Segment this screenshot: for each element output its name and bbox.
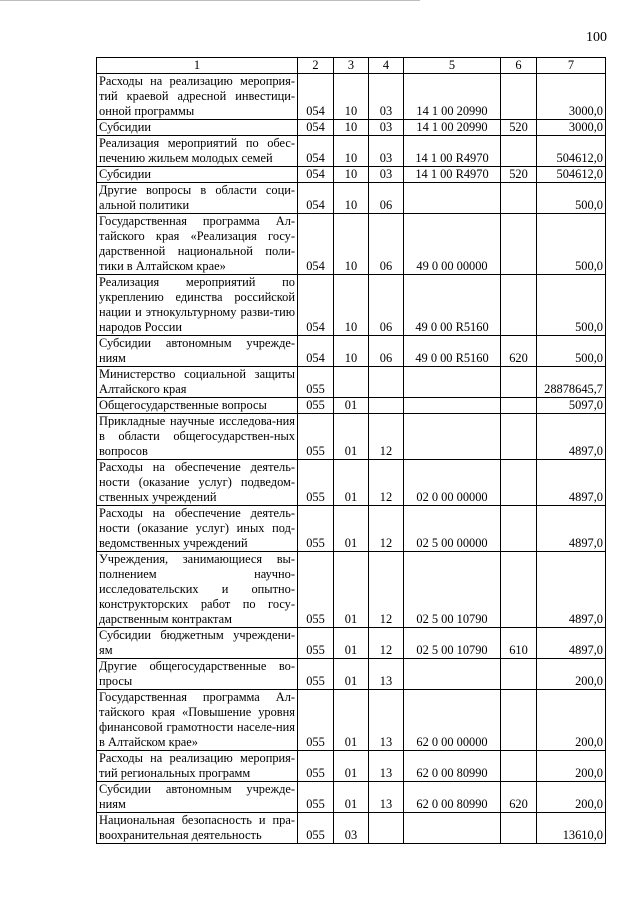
row-amount: 4897,0 — [537, 460, 606, 506]
row-target-article — [404, 659, 501, 690]
row-admin-code: 054 — [298, 336, 334, 367]
row-expense-type — [501, 659, 537, 690]
row-target-article: 14 1 00 R4970 — [404, 167, 501, 183]
row-subsection: 12 — [369, 506, 404, 552]
header-col-1: 1 — [97, 58, 298, 74]
row-expense-type — [501, 552, 537, 628]
row-subsection: 13 — [369, 751, 404, 782]
row-section: 10 — [334, 136, 369, 167]
table-row — [97, 367, 606, 398]
row-target-article: 02 5 00 10790 — [404, 552, 501, 628]
row-subsection: 12 — [369, 414, 404, 460]
row-amount: 500,0 — [537, 336, 606, 367]
table-row — [97, 751, 606, 782]
row-name: Другие вопросы в области соци-альной политики — [97, 183, 298, 214]
row-name: Другие общегосударственные во-просы — [97, 659, 298, 690]
row-subsection: 13 — [369, 782, 404, 813]
row-section: 10 — [334, 167, 369, 183]
row-section: 10 — [334, 336, 369, 367]
row-section — [334, 367, 369, 398]
row-section: 01 — [334, 690, 369, 751]
row-name: Субсидии бюджетным учреждени-ям — [97, 628, 298, 659]
row-name: Реализация мероприятий по укреплению единства российской нации и этнокультурному разви-тию народов России — [97, 275, 298, 336]
row-section: 10 — [334, 183, 369, 214]
row-target-article — [404, 813, 501, 844]
row-amount: 4897,0 — [537, 628, 606, 659]
row-expense-type — [501, 74, 537, 120]
row-amount: 500,0 — [537, 214, 606, 275]
row-name: Субсидии автономным учрежде-ниям — [97, 782, 298, 813]
table-row — [97, 183, 606, 214]
header-col-6: 6 — [501, 58, 537, 74]
row-section: 01 — [334, 751, 369, 782]
row-name: Реализация мероприятий по обес-печению жильем молодых семей — [97, 136, 298, 167]
row-amount: 4897,0 — [537, 414, 606, 460]
row-name: Расходы на обеспечение деятель-ности (оказание услуг) подведом-ственных учреждений — [97, 460, 298, 506]
row-expense-type — [501, 367, 537, 398]
row-subsection: 03 — [369, 120, 404, 136]
row-expense-type: 520 — [501, 167, 537, 183]
row-admin-code: 054 — [298, 275, 334, 336]
row-amount: 200,0 — [537, 751, 606, 782]
row-target-article: 02 5 00 00000 — [404, 506, 501, 552]
row-expense-type — [501, 275, 537, 336]
row-admin-code: 055 — [298, 414, 334, 460]
row-section: 01 — [334, 659, 369, 690]
table-row — [97, 460, 606, 506]
row-expense-type — [501, 813, 537, 844]
row-name: Прикладные научные исследова-ния в области общегосударствен-ных вопросов — [97, 414, 298, 460]
row-name: Министерство социальной защиты Алтайского края — [97, 367, 298, 398]
row-subsection: 12 — [369, 460, 404, 506]
header-col-3: 3 — [334, 58, 369, 74]
header-col-4: 4 — [369, 58, 404, 74]
row-target-article — [404, 414, 501, 460]
header-col-2: 2 — [298, 58, 334, 74]
row-target-article — [404, 183, 501, 214]
table-row — [97, 120, 606, 136]
row-amount: 3000,0 — [537, 120, 606, 136]
row-subsection: 13 — [369, 690, 404, 751]
table-row — [97, 690, 606, 751]
row-admin-code: 055 — [298, 367, 334, 398]
row-section: 10 — [334, 120, 369, 136]
row-target-article: 49 0 00 R5160 — [404, 275, 501, 336]
row-target-article: 14 1 00 R4970 — [404, 136, 501, 167]
row-subsection: 03 — [369, 167, 404, 183]
row-section: 03 — [334, 813, 369, 844]
row-target-article: 14 1 00 20990 — [404, 120, 501, 136]
row-name: Государственная программа Ал-тайского края «Реализация госу-дарственной национальной поли-тики в Алтайском крае» — [97, 214, 298, 275]
row-expense-type — [501, 460, 537, 506]
row-admin-code: 055 — [298, 628, 334, 659]
row-section: 01 — [334, 460, 369, 506]
row-admin-code: 055 — [298, 659, 334, 690]
row-subsection: 03 — [369, 136, 404, 167]
row-subsection: 12 — [369, 628, 404, 659]
row-name: Расходы на обеспечение деятель-ности (оказание услуг) иных под-ведомственных учреждений — [97, 506, 298, 552]
row-section: 01 — [334, 782, 369, 813]
row-admin-code: 055 — [298, 398, 334, 414]
table-row — [97, 552, 606, 628]
row-expense-type — [501, 398, 537, 414]
row-section: 01 — [334, 552, 369, 628]
row-admin-code: 055 — [298, 552, 334, 628]
row-admin-code: 055 — [298, 751, 334, 782]
row-admin-code: 054 — [298, 214, 334, 275]
row-name: Субсидии — [97, 167, 298, 183]
row-admin-code: 055 — [298, 460, 334, 506]
table-row — [97, 275, 606, 336]
row-admin-code: 055 — [298, 782, 334, 813]
header-row — [97, 58, 606, 74]
table-row — [97, 414, 606, 460]
row-expense-type: 520 — [501, 120, 537, 136]
row-name: Расходы на реализацию мероприя-тий региональных программ — [97, 751, 298, 782]
row-amount: 504612,0 — [537, 167, 606, 183]
row-section: 10 — [334, 275, 369, 336]
row-name: Государственная программа Ал-тайского края «Повышение уровня финансовой грамотности населе-ния в Алтайском крае» — [97, 690, 298, 751]
table-row — [97, 336, 606, 367]
row-admin-code: 055 — [298, 506, 334, 552]
row-section: 10 — [334, 74, 369, 120]
row-target-article: 62 0 00 80990 — [404, 782, 501, 813]
row-target-article: 02 0 00 00000 — [404, 460, 501, 506]
row-admin-code: 054 — [298, 183, 334, 214]
row-section: 01 — [334, 398, 369, 414]
row-amount: 200,0 — [537, 690, 606, 751]
table-row — [97, 628, 606, 659]
row-subsection: 13 — [369, 659, 404, 690]
table-row — [97, 167, 606, 183]
row-section: 01 — [334, 628, 369, 659]
row-subsection — [369, 398, 404, 414]
row-expense-type — [501, 183, 537, 214]
row-expense-type: 620 — [501, 782, 537, 813]
row-target-article: 02 5 00 10790 — [404, 628, 501, 659]
row-subsection: 06 — [369, 214, 404, 275]
row-target-article — [404, 398, 501, 414]
header-col-5: 5 — [404, 58, 501, 74]
table-row — [97, 506, 606, 552]
row-amount: 500,0 — [537, 275, 606, 336]
row-amount: 500,0 — [537, 183, 606, 214]
row-section: 10 — [334, 214, 369, 275]
row-expense-type: 620 — [501, 336, 537, 367]
row-target-article: 62 0 00 80990 — [404, 751, 501, 782]
budget-table — [96, 57, 606, 844]
row-admin-code: 055 — [298, 690, 334, 751]
row-section: 01 — [334, 414, 369, 460]
table-row — [97, 398, 606, 414]
row-name: Расходы на реализацию мероприя-тий краевой адресной инвестици-онной программы — [97, 74, 298, 120]
row-subsection: 06 — [369, 275, 404, 336]
table-row — [97, 74, 606, 120]
row-expense-type: 610 — [501, 628, 537, 659]
table-row — [97, 782, 606, 813]
page-number: 100 — [586, 30, 607, 45]
row-amount: 4897,0 — [537, 552, 606, 628]
row-subsection: 03 — [369, 74, 404, 120]
row-section: 01 — [334, 506, 369, 552]
row-amount: 28878645,7 — [537, 367, 606, 398]
row-admin-code: 054 — [298, 136, 334, 167]
row-amount: 3000,0 — [537, 74, 606, 120]
row-name: Учреждения, занимающиеся вы-полнением научно-исследовательских и опытно-конструкторских работ по госу-дарственным контрактам — [97, 552, 298, 628]
table-row — [97, 659, 606, 690]
row-target-article: 62 0 00 00000 — [404, 690, 501, 751]
row-admin-code: 054 — [298, 120, 334, 136]
table-row — [97, 813, 606, 844]
row-target-article: 49 0 00 00000 — [404, 214, 501, 275]
row-subsection — [369, 813, 404, 844]
row-expense-type — [501, 690, 537, 751]
row-target-article — [404, 367, 501, 398]
row-admin-code: 054 — [298, 74, 334, 120]
row-amount: 5097,0 — [537, 398, 606, 414]
row-expense-type — [501, 414, 537, 460]
header-col-7: 7 — [537, 58, 606, 74]
row-subsection: 12 — [369, 552, 404, 628]
row-subsection: 06 — [369, 336, 404, 367]
row-amount: 200,0 — [537, 782, 606, 813]
row-admin-code: 054 — [298, 167, 334, 183]
table-row — [97, 136, 606, 167]
row-amount: 13610,0 — [537, 813, 606, 844]
row-name: Субсидии автономным учрежде-ниям — [97, 336, 298, 367]
row-target-article: 49 0 00 R5160 — [404, 336, 501, 367]
row-name: Общегосударственные вопросы — [97, 398, 298, 414]
row-expense-type — [501, 751, 537, 782]
row-amount: 504612,0 — [537, 136, 606, 167]
scan-edge-line — [0, 0, 420, 1]
table-row — [97, 214, 606, 275]
row-expense-type — [501, 506, 537, 552]
row-subsection: 06 — [369, 183, 404, 214]
row-amount: 4897,0 — [537, 506, 606, 552]
row-expense-type — [501, 136, 537, 167]
row-name: Субсидии — [97, 120, 298, 136]
row-expense-type — [501, 214, 537, 275]
row-target-article: 14 1 00 20990 — [404, 74, 501, 120]
row-amount: 200,0 — [537, 659, 606, 690]
row-name: Национальная безопасность и пра-воохранительная деятельность — [97, 813, 298, 844]
row-subsection — [369, 367, 404, 398]
row-admin-code: 055 — [298, 813, 334, 844]
